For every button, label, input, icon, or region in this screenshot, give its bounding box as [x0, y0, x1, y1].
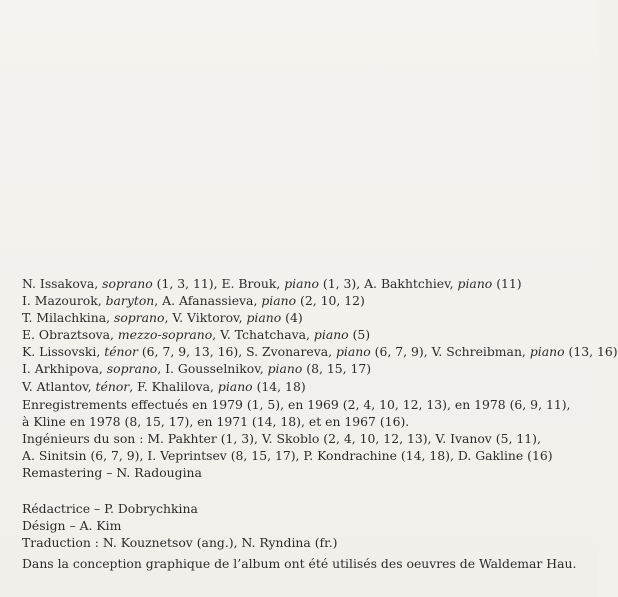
- artwork-note-text: Dans la conception graphique de l’album ont été utilisés des oeuvres de Waldemar Hau.: [22, 556, 577, 571]
- performer-text: V. Atlantov,: [22, 378, 96, 394]
- performer-text: , F. Khalilova,: [129, 378, 218, 394]
- performer-line: [22, 326, 582, 343]
- performer-text: (1, 3, 11), E. Brouk,: [152, 276, 285, 291]
- recording-line: à Kline en 1978 (8, 15, 17), en 1971 (14, 18), et en 1967 (16).: [22, 414, 410, 430]
- credit-line: Désign – A. Kim: [22, 518, 122, 534]
- performer-text: , A. Afanassieva,: [154, 293, 262, 309]
- performer-role: piano: [284, 276, 319, 291]
- performer-text: , I. Gousselnikov,: [157, 361, 268, 377]
- performer-role: soprano: [113, 310, 165, 326]
- performer-role: piano: [313, 327, 349, 343]
- credit-line: Rédactrice – P. Dobrychkina: [22, 501, 198, 516]
- performer-text: K. Lissovski,: [22, 344, 105, 360]
- performer-role: piano: [267, 361, 303, 377]
- performer-text: I. Arkhipova,: [22, 361, 107, 377]
- artwork-note: [22, 555, 582, 572]
- performer-line: [22, 309, 582, 326]
- performer-role: soprano: [106, 361, 158, 377]
- performer-line: [22, 360, 582, 377]
- performer-text: (5): [348, 327, 371, 343]
- performer-role: ténor: [104, 344, 138, 360]
- performer-line: [22, 292, 582, 309]
- performer-text: (14, 18): [252, 378, 306, 394]
- performer-text: (6, 7, 9), V. Schreibman,: [370, 344, 530, 360]
- performer-text: , V. Tchatchava,: [212, 327, 314, 343]
- performer-text: (11): [492, 276, 522, 291]
- performer-text: (2, 10, 12): [296, 293, 365, 309]
- performer-text: (4): [281, 310, 303, 326]
- performer-role: piano: [261, 293, 297, 309]
- performer-text: (8, 15, 17): [302, 361, 372, 377]
- performer-role: soprano: [102, 276, 153, 291]
- performer-role: piano: [457, 276, 493, 291]
- recording-line: Remastering – N. Radougina: [22, 465, 202, 481]
- performers-list: [22, 275, 618, 395]
- performer-text: N. Issakova,: [22, 276, 103, 291]
- recording-line: Ingénieurs du son : M. Pakhter (1, 3), V. Skoblo (2, 4, 10, 12, 13), V. Ivanov (5, 11),: [22, 431, 541, 447]
- performer-text: (1, 3), A. Bakhtchiev,: [318, 276, 458, 291]
- performer-role: mezzo-soprano: [117, 327, 213, 343]
- performer-text: E. Obraztsova,: [22, 327, 118, 343]
- performer-role: piano: [246, 310, 282, 326]
- recording-line: A. Sinitsin (6, 7, 9), I. Veprintsev (8, 15, 17), P. Kondrachine (14, 18), D. Gakline (16): [22, 448, 553, 464]
- production-credits: [22, 500, 582, 551]
- performer-role: piano: [529, 344, 565, 360]
- performer-line: [22, 343, 618, 360]
- performer-role: baryton: [105, 293, 155, 309]
- performer-text: (6, 7, 9, 13, 16), S. Zvonareva,: [137, 344, 336, 360]
- performer-text: , V. Viktorov,: [164, 310, 247, 326]
- performer-line: [22, 378, 582, 395]
- performer-text: T. Milachkina,: [22, 310, 114, 326]
- performer-text: I. Mazourok,: [22, 293, 106, 309]
- performer-role: piano: [335, 344, 371, 360]
- recording-info: [22, 396, 582, 481]
- credit-line: Traduction : N. Kouznetsov (ang.), N. Ryndina (fr.): [22, 535, 338, 551]
- performer-text: (13, 16): [564, 344, 618, 360]
- recording-line: Enregistrements effectués en 1979 (1, 5), en 1969 (2, 4, 10, 12, 13), en 1978 (6, 9, 11),: [22, 397, 571, 412]
- performer-line: [22, 275, 582, 292]
- performer-role: piano: [217, 378, 253, 394]
- performer-role: ténor: [95, 378, 130, 394]
